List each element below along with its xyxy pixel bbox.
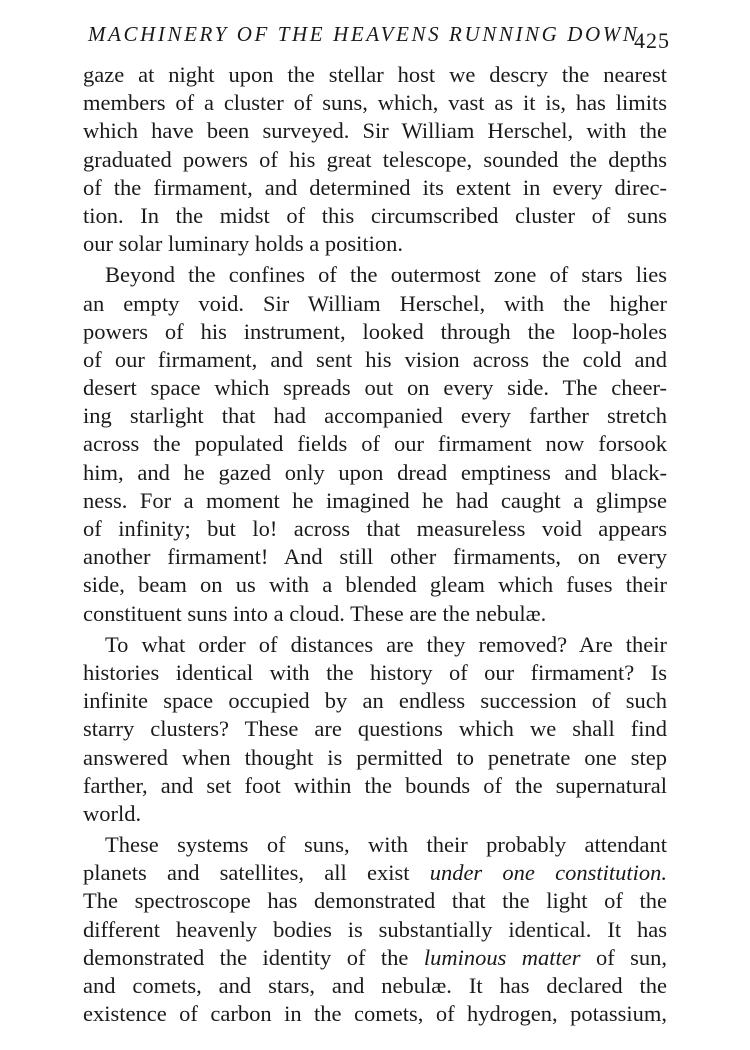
text-line: another firmament! And still other firmaments, on every: [83, 544, 667, 570]
text-line: which have been surveyed. Sir William Herschel, with the: [83, 118, 667, 144]
text-line: [83, 944, 667, 972]
italic-phrase: luminous matter: [423, 944, 581, 970]
running-title: MACHINERY OF THE HEAVENS RUNNING DOWN.: [88, 22, 648, 46]
text-line: him, and he gazed only upon dread emptiness and black-: [83, 459, 667, 485]
text-line: answered when thought is permitted to penetrate one step: [83, 744, 667, 770]
text-line: infinite space occupied by an endless succession of such: [83, 688, 667, 714]
text-line: side, beam on us with a blended gleam which fuses their: [83, 572, 667, 598]
paragraph-2: [83, 261, 667, 627]
text-line: of our firmament, and sent his vision across the cold and: [83, 346, 667, 372]
text-line: Beyond the confines of the outermost zone of stars lies: [105, 262, 667, 288]
text-line: powers of his instrument, looked through the loop-holes: [83, 318, 667, 344]
running-head: [88, 22, 670, 53]
text-line: constituent suns into a cloud. These are the nebulæ.: [83, 600, 547, 626]
text-line: These systems of suns, with their probably attendant: [105, 832, 667, 858]
text-line: world.: [83, 800, 142, 826]
text-line: existence of carbon in the comets, of hydrogen, potassium,: [83, 1001, 667, 1027]
text-line: and comets, and stars, and nebulæ. It has declared the: [83, 973, 667, 998]
text-line: gaze at night upon the stellar host we descry the nearest: [83, 62, 667, 87]
text-line: of infinity; but lo! across that measureless void appears: [83, 516, 667, 541]
text-line: of the firmament, and determined its extent in every direc-: [83, 174, 667, 200]
page-number: 425: [634, 28, 670, 53]
text-line: The spectroscope has demonstrated that the light of the: [83, 888, 667, 914]
text-line: members of a cluster of suns, which, vast as it is, has limits: [83, 90, 667, 116]
text-line: graduated powers of his great telescope, sounded the depths: [83, 146, 667, 172]
text-segment: planets and satellites, all exist: [83, 860, 430, 886]
text-line: different heavenly bodies is substantially identical. It has: [83, 916, 667, 942]
text-line: starry clusters? These are questions which we shall find: [83, 716, 667, 742]
text-segment: demonstrated the identity of the: [83, 944, 424, 970]
text-line: To what order of distances are they removed? Are their: [105, 631, 667, 657]
paragraph-3: [83, 631, 667, 828]
italic-phrase: under one constitution.: [429, 860, 667, 886]
text-line: [83, 859, 667, 887]
text-line: ing starlight that had accompanied every farther stretch: [83, 403, 667, 429]
paragraph-4: [83, 831, 667, 1028]
text-line: histories identical with the history of our firmament? Is: [83, 659, 667, 685]
text-line: desert space which spreads out on every side. The cheer-: [83, 375, 667, 401]
text-line: ness. For a moment he imagined he had caught a glimpse: [83, 487, 667, 513]
body-text: [83, 61, 667, 1028]
text-line: across the populated fields of our firmament now forsook: [83, 431, 667, 457]
text-segment: of sun,: [580, 944, 667, 970]
paragraph-1: [83, 61, 667, 258]
text-line: tion. In the midst of this circumscribed cluster of suns: [83, 202, 667, 228]
text-line: our solar luminary holds a position.: [83, 231, 403, 257]
text-line: an empty void. Sir William Herschel, with the higher: [83, 290, 667, 316]
text-line: farther, and set foot within the bounds of the supernatural: [83, 772, 667, 798]
